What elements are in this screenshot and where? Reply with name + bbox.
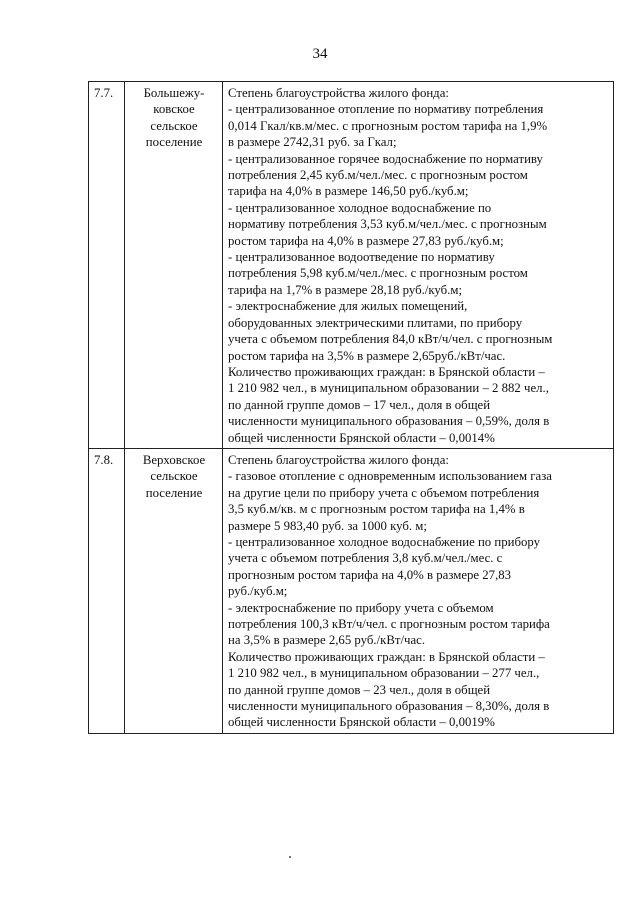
text-line: тарифа на 1,7% в размере 28,18 руб./куб.м; <box>228 282 463 297</box>
text-line: 3,5 куб.м/кв. м с прогнозным ростом тарифа на 1,4% в <box>228 502 525 517</box>
text-line: учета с объемом потребления 3,8 куб.м/чел./мес. с <box>228 551 503 566</box>
text-line: сельское <box>150 469 198 484</box>
text-line: - электроснабжение для жилых помещений, <box>228 299 468 314</box>
text-line: оборудованных электрическими плитами, по прибору <box>228 315 523 330</box>
text-line: ростом тарифа на 3,5% в размере 2,65руб./кВт/час. <box>228 348 506 363</box>
text-line: поселение <box>145 135 203 150</box>
text-line: - централизованное холодное водоснабжение по <box>228 200 492 215</box>
text-line: Степень благоустройства жилого фонда: <box>228 452 449 467</box>
text-line: ковское <box>153 102 195 117</box>
text-line: - газовое отопление с одновременным использованием газа <box>228 469 552 484</box>
text-line: 1 210 982 чел., в муниципальном образовании – 277 чел., <box>228 666 540 681</box>
row-number: 7.7. <box>89 82 125 449</box>
content-table <box>88 81 614 734</box>
text-line: 1 210 982 чел., в муниципальном образовании – 2 882 чел., <box>228 381 549 396</box>
text-line: потребления 100,3 кВт/ч/чел. с прогнозным ростом тарифа <box>228 617 550 631</box>
text-line: на 3,5% в размере 2,65 руб./кВт/час. <box>228 633 426 648</box>
scan-dot <box>289 856 291 858</box>
text-line: 0,014 Гкал/кв.м/мес. с прогнозным ростом тарифа на 1,9% <box>228 118 548 133</box>
text-line: численности муниципального образования – 0,59%, доля в <box>228 414 550 429</box>
text-line: - электроснабжение по прибору учета с объемом <box>228 600 494 615</box>
text-line: Большежу- <box>143 86 205 100</box>
text-line: общей численности Брянской области – 0,0014% <box>228 430 495 445</box>
text-line: по данной группе домов – 23 чел., доля в общей <box>228 682 491 697</box>
text-line: потребления 2,45 куб.м/чел./мес. с прогнозным ростом <box>228 168 528 183</box>
text-line: Количество проживающих граждан: в Брянской области – <box>228 649 545 664</box>
settlement-description <box>223 448 614 733</box>
page-number: 34 <box>312 46 328 62</box>
text-line: прогнозным ростом тарифа на 4,0% в размере 27,83 <box>228 567 512 582</box>
settlement-name <box>125 448 223 733</box>
text-line: руб./куб.м; <box>228 584 288 599</box>
text-line: сельское <box>150 118 198 133</box>
text-line: общей численности Брянской области – 0,0019% <box>228 715 495 730</box>
text-line: тарифа на 4,0% в размере 146,50 руб./куб.м; <box>228 184 469 199</box>
text-line: численности муниципального образования – 8,30%, доля в <box>228 699 550 714</box>
text-line: ростом тарифа на 4,0% в размере 27,83 руб./куб.м; <box>228 233 504 248</box>
text-line: размере 5 983,40 руб. за 1000 куб. м; <box>228 518 427 533</box>
text-line: на другие цели по прибору учета с объемом потребления <box>228 485 540 500</box>
row-number: 7.8. <box>89 448 125 733</box>
text-line: Верховское <box>142 452 206 467</box>
text-line: - централизованное отопление по нормативу потребления <box>228 102 544 117</box>
text-line: Степень благоустройства жилого фонда: <box>228 86 449 100</box>
settlement-name <box>125 82 223 449</box>
text-line: - централизованное холодное водоснабжение по прибору <box>228 534 541 549</box>
text-line: по данной группе домов – 17 чел., доля в общей <box>228 397 491 412</box>
text-line: поселение <box>145 485 203 500</box>
text-line: потребления 5,98 куб.м/чел./мес. с прогнозным ростом <box>228 266 528 281</box>
table-row <box>89 82 614 449</box>
table-row <box>89 448 614 733</box>
text-line: в размере 2742,31 руб. за Гкал; <box>228 135 397 150</box>
text-line: нормативу потребления 3,53 куб.м/чел./мес. с прогнозным <box>228 217 547 232</box>
text-line: - централизованное горячее водоснабжение по нормативу <box>228 151 543 166</box>
text-line: учета с объемом потребления 84,0 кВт/ч/чел. с прогнозным <box>228 332 553 347</box>
text-line: Количество проживающих граждан: в Брянской области – <box>228 364 545 379</box>
text-line: - централизованное водоотведение по нормативу <box>228 250 495 265</box>
settlement-description <box>223 82 614 449</box>
